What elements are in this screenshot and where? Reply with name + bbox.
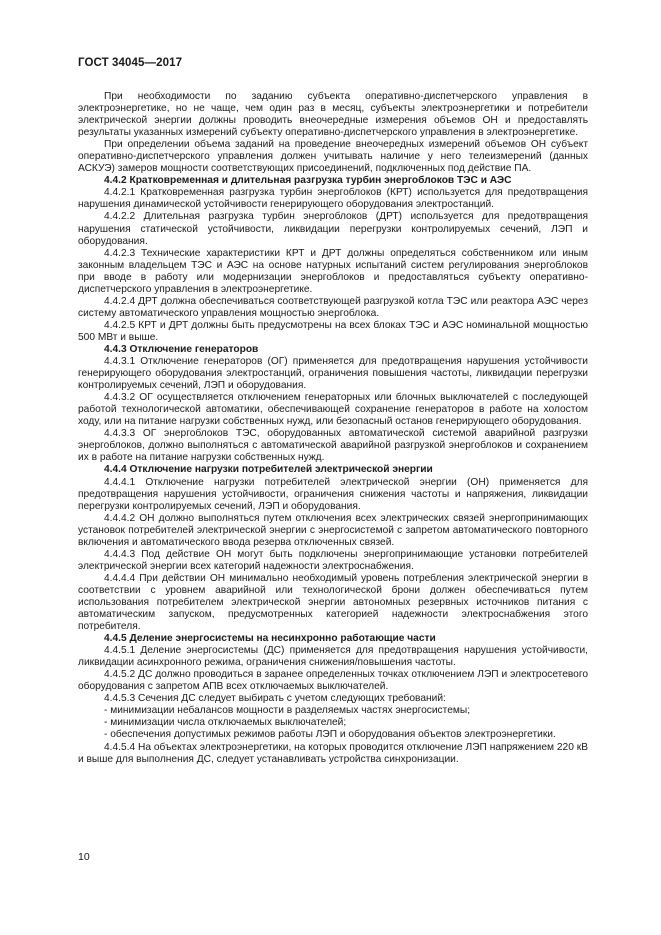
paragraph: 4.4.4.4 При действии ОН минимально необходимый уровень потребления электрической энергии в соответствии с уровнем аварийной или технологической брони должен обеспечиваться путем использования потребителем электрической энергии автономных резервных источников питания с автоматическим запуском, предусмотренных категорией надежности электроснабжения этого потребителя. <box>78 572 588 633</box>
paragraph: 4.4.2.4 ДРТ должна обеспечиваться соответствующей разгрузкой котла ТЭС или реактора АЭС через систему автоматического управления мощностью энергоблока. <box>78 295 588 319</box>
paragraph: 4.4.3.1 Отключение генераторов (ОГ) применяется для предотвращения нарушения устойчивости генерирующего оборудования электростанций, ограничения повышения частоты, ликвидации перегрузки контролируемых сечений, ЛЭП и оборудования. <box>78 356 588 392</box>
paragraph: 4.4.2.3 Технические характеристики КРТ и ДРТ должны определяться собственником или иным законным владельцем ТЭС и АЭС на основе натурных испытаний систем регулирования энергоблоков при вводе в работу или модернизации энергоблоков и предоставляться субъекту оперативно-диспетчерского управления в электроэнергетике. <box>78 247 588 295</box>
paragraph: При определении объема заданий на проведение внеочередных измерений объемов ОН субъект оперативно-диспетчерского управления должен учитывать наличие у него телеизмерений (данных АСКУЭ) замеров мощности соответствующих присоединений, подключенных под действие ПА. <box>78 139 588 175</box>
paragraph: 4.4.2.5 КРТ и ДРТ должны быть предусмотрены на всех блоках ТЭС и АЭС номинальной мощностью 500 МВт и выше. <box>78 319 588 343</box>
list-item: - обеспечения допустимых режимов работы ЛЭП и оборудования объектов электроэнергетики. <box>104 729 556 741</box>
paragraph: 4.4.5.3 Сечения ДС следует выбирать с учетом следующих требований: <box>104 693 446 705</box>
paragraph: 4.4.3.2 ОГ осуществляется отключением генераторных или блочных выключателей с последующей работой технологической автоматики, обеспечивающей сохранение генераторов в работе на холостом ходу, или на питание нагрузки собственных нужд, или безопасный останов генерирующего оборудования. <box>78 392 588 428</box>
paragraph: 4.4.4.1 Отключение нагрузки потребителей электрической энергии (ОН) применяется для предотвращения нарушения устойчивости, ограничения снижения частоты и напряжения, ликвидации перегрузки контролируемых сечений, ЛЭП и оборудования. <box>78 476 588 512</box>
paragraph: 4.4.3.3 ОГ энергоблоков ТЭС, оборудованных автоматической системой аварийной разгрузки энергоблоков, должно выполняться с автоматической аварийной разгрузкой энергоблоков и сохранением их в работе на питание нагрузки собственных нужд. <box>78 428 588 464</box>
section-heading: 4.4.2 Кратковременная и длительная разгрузка турбин энергоблоков ТЭС и АЭС <box>104 175 512 187</box>
paragraph: 4.4.5.1 Деление энергосистемы (ДС) применяется для предотвращения нарушения устойчивости, ликвидации асинхронного режима, ограничения снижения/повышения частоты. <box>78 645 588 669</box>
paragraph: 4.4.4.2 ОН должно выполняться путем отключения всех электрических связей энергопринимающих установок потребителей электрической энергии с энергосистемой с запретом автоматического повторного включения и автоматического ввода резерва отключенных связей. <box>78 512 588 548</box>
paragraph: 4.4.5.4 На объектах электроэнергетики, на которых проводится отключение ЛЭП напряжением 220 кВ и выше для выполнения ДС, следует устанавливать устройства синхронизации. <box>78 741 588 765</box>
paragraph: 4.4.5.2 ДС должно проводиться в заранее определенных точках отключением ЛЭП и электросетевого оборудования с запретом АПВ всех отключаемых выключателей. <box>78 669 588 693</box>
section-heading: 4.4.5 Деление энергосистемы на несинхронно работающие части <box>104 633 436 645</box>
list-item: - минимизации числа отключаемых выключателей; <box>104 717 347 729</box>
document-body <box>78 91 588 766</box>
paragraph: 4.4.2.2 Длительная разгрузка турбин энергоблоков (ДРТ) используется для предотвращения нарушения статической устойчивости, ликвидации перегрузки контролируемых сечений, ЛЭП и оборудования. <box>78 211 588 247</box>
section-heading: 4.4.4 Отключение нагрузки потребителей электрической энергии <box>104 464 433 476</box>
page-number: 10 <box>78 851 90 863</box>
paragraph: 4.4.2.1 Кратковременная разгрузка турбин энергоблоков (КРТ) используется для предотвращения нарушения динамической устойчивости генерирующего оборудования электростанций. <box>78 187 588 211</box>
paragraph: 4.4.4.3 Под действие ОН могут быть подключены энергопринимающие установки потребителей электрической энергии всех категорий надежности электроснабжения. <box>78 548 588 572</box>
list-item: - минимизации небалансов мощности в разделяемых частях энергосистемы; <box>104 705 471 717</box>
paragraph: При необходимости по заданию субъекта оперативно-диспетчерского управления в электроэнергетике, но не чаще, чем один раз в месяц, субъекты электроэнергетики и потребители электрической энергии должны проводить внеочередные измерения объемов ОН и предоставлять результаты указанных измерений субъекту оперативно-диспетчерского управления в электроэнергетике. <box>78 91 588 139</box>
section-heading: 4.4.3 Отключение генераторов <box>104 343 259 355</box>
document-header: ГОСТ 34045—2017 <box>78 57 183 69</box>
